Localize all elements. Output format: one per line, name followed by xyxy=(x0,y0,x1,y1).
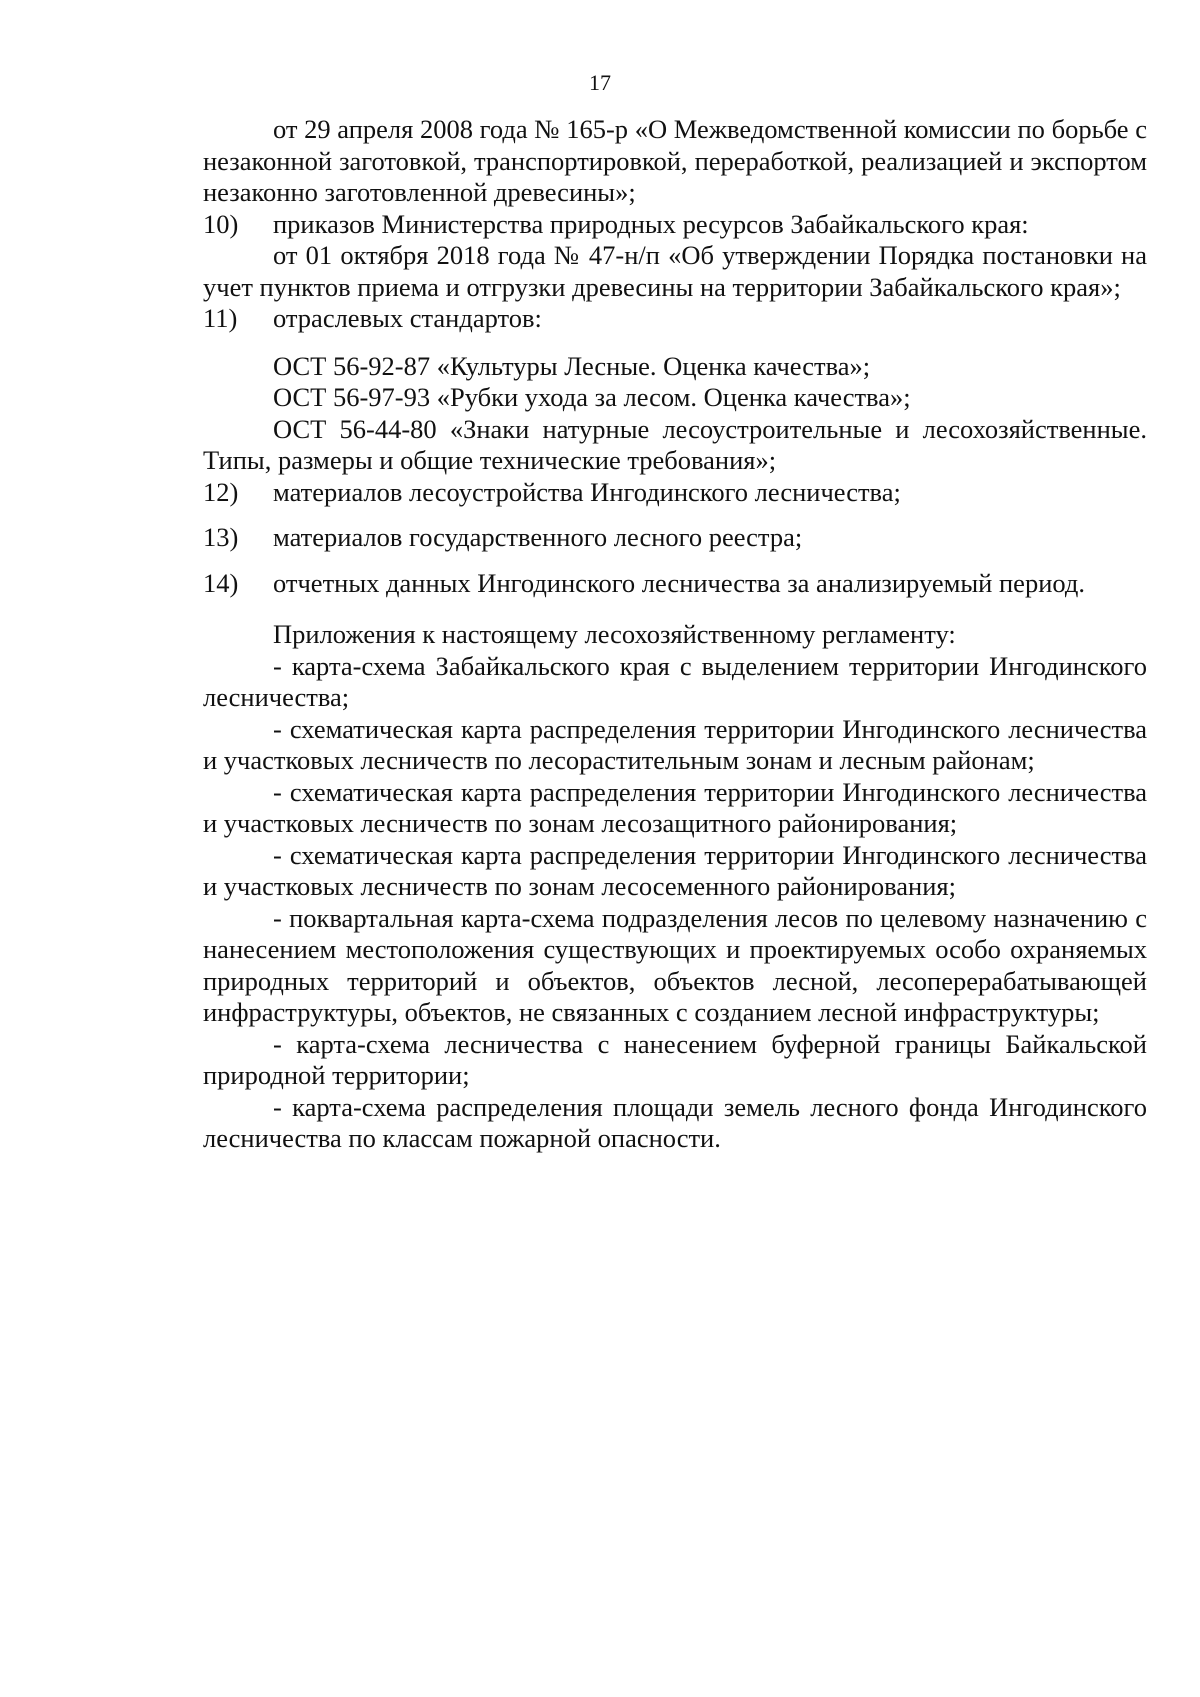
standard-ost-56-44-80: ОСТ 56-44-80 «Знаки натурные лесоустроительные и лесохозяйственные. Типы, размеры и общие технические требования»; xyxy=(203,413,1147,475)
appendix-item: - карта-схема лесничества с нанесением буферной границы Байкальской природной территории; xyxy=(203,1028,1147,1090)
appendix-item: - карта-схема Забайкальского края с выделением территории Ингодинского лесничества; xyxy=(203,650,1147,712)
list-item-number: 13) xyxy=(203,522,239,552)
appendix-item: - схематическая карта распределения территории Ингодинского лесничества и участковых лесничеств по лесорастительным зонам и лесным районам; xyxy=(203,713,1147,775)
list-item-number: 12) xyxy=(203,476,239,507)
appendix-item: - схематическая карта распределения территории Ингодинского лесничества и участковых лесничеств по зонам лесозащитного районирования; xyxy=(203,776,1147,838)
list-item-number: 14) xyxy=(203,567,239,598)
appendix-item: - карта-схема распределения площади земель лесного фонда Ингодинского лесничества по классам пожарной опасности. xyxy=(203,1091,1147,1153)
paragraph-decree-2008: от 29 апреля 2008 года № 165-р «О Межведомственной комиссии по борьбе с незаконной заготовкой, транспортировкой, переработкой, реализацией и экспортом незаконно заготовленной древесины»; xyxy=(203,114,1147,207)
list-item-text: отраслевых стандартов: xyxy=(273,303,542,333)
list-item-14 xyxy=(203,568,1147,600)
paragraph-order-2018: от 01 октября 2018 года № 47-н/п «Об утверждении Порядка постановки на учет пунктов приема и отгрузки древесины на территории Забайкальского края»; xyxy=(203,240,1147,302)
appendix-item: - поквартальная карта-схема подразделения лесов по целевому назначению с нанесением местоположения существующих и проектируемых особо охраняемых природных территорий и объектов, объектов лесной, лесоперерабатывающей инфраструктуры, объектов, не связанных с созданием лесной инфраструктуры; xyxy=(203,902,1147,1027)
list-item-text: материалов лесоустройства Ингодинского лесничества; xyxy=(273,476,901,507)
list-item-text: приказов Министерства природных ресурсов Забайкальского края: xyxy=(273,208,1029,239)
list-item-number: 11) xyxy=(203,303,238,333)
list-item-number: 10) xyxy=(203,208,239,239)
document-body xyxy=(203,114,1147,1155)
list-item-10 xyxy=(203,209,1147,241)
page-number: 17 xyxy=(589,70,611,95)
list-item-11 xyxy=(203,303,1147,335)
standard-ost-56-97-93: ОСТ 56-97-93 «Рубки ухода за лесом. Оценка качества»; xyxy=(273,382,911,412)
list-item-text: материалов государственного лесного реестра; xyxy=(273,522,803,552)
standard-ost-56-92-87: ОСТ 56-92-87 «Культуры Лесные. Оценка качества»; xyxy=(273,350,871,381)
list-item-12 xyxy=(203,477,1147,509)
list-item-13 xyxy=(203,522,1147,554)
list-item-text: отчетных данных Ингодинского лесничества за анализируемый период. xyxy=(273,567,1085,598)
appendix-heading: Приложения к настоящему лесохозяйственному регламенту: xyxy=(273,619,956,649)
appendix-item: - схематическая карта распределения территории Ингодинского лесничества и участковых лесничеств по зонам лесосеменного районирования; xyxy=(203,839,1147,901)
